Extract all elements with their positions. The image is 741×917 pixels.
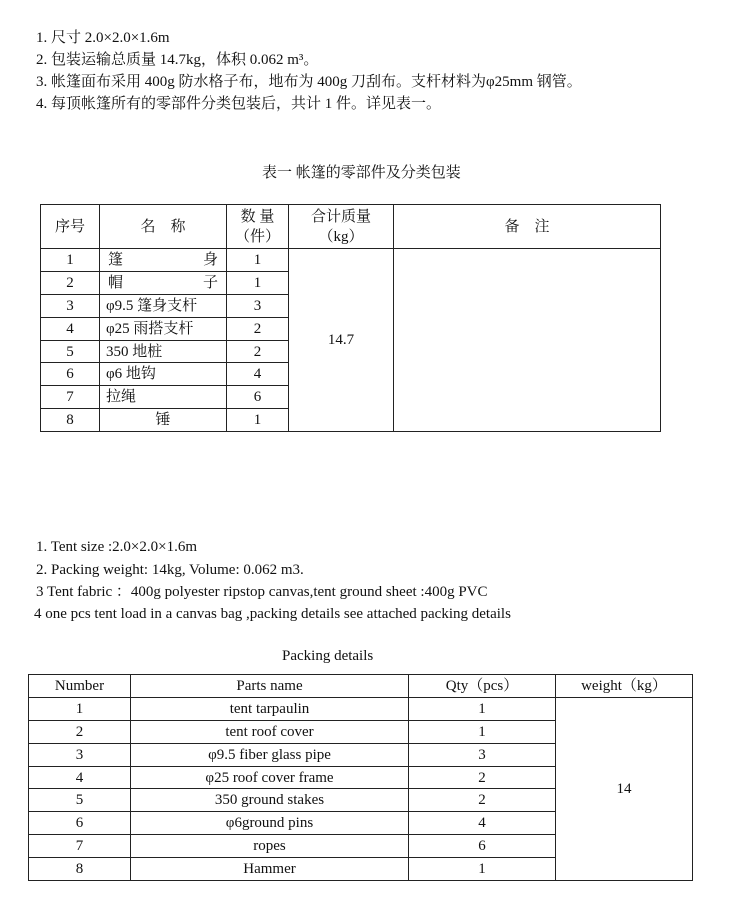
cell-qty: 6 (227, 386, 289, 409)
cell-no: 6 (29, 812, 131, 835)
cell-no: 4 (41, 317, 100, 340)
cell-name: Hammer (131, 858, 409, 881)
cell-qty: 1 (227, 409, 289, 432)
en-note-1: 1. Tent size :2.0×2.0×1.6m (36, 539, 197, 555)
cell-name: φ25 roof cover frame (131, 766, 409, 789)
en-packing-table (28, 674, 693, 881)
header-weight: weight（kg） (556, 675, 693, 698)
cell-qty: 4 (409, 812, 556, 835)
en-note-3: 3 Tent fabric ：400g polyester ripstop canvas,tent ground sheet :400g PVC (36, 584, 488, 600)
cn-table-title: 表一 帐篷的零部件及分类包装 (262, 165, 461, 181)
header-weight: 合计质量 （kg） (289, 205, 394, 249)
en-note-4: 4 one pcs tent load in a canvas bag ,packing details see attached packing details (34, 606, 511, 622)
cell-name: φ9.5 fiber glass pipe (131, 743, 409, 766)
cell-qty: 1 (227, 249, 289, 272)
en-table-title: Packing details (282, 648, 374, 664)
cell-name: tent roof cover (131, 720, 409, 743)
cell-no: 8 (41, 409, 100, 432)
cell-no: 2 (29, 720, 131, 743)
cell-remark (394, 249, 661, 432)
cell-name: 帽子 (100, 271, 227, 294)
cell-qty: 3 (227, 294, 289, 317)
en-note-2: 2. Packing weight: 14kg, Volume: 0.062 m3. (36, 562, 304, 578)
cell-name: 350 地桩 (100, 340, 227, 363)
cell-total-weight: 14 (556, 697, 693, 880)
cell-name: 拉绳 (100, 386, 227, 409)
cell-no: 5 (41, 340, 100, 363)
cell-no: 8 (29, 858, 131, 881)
table-row (29, 697, 693, 720)
cell-no: 2 (41, 271, 100, 294)
cell-name: 锤 (100, 409, 227, 432)
cell-no: 3 (29, 743, 131, 766)
cell-no: 1 (41, 249, 100, 272)
cell-qty: 4 (227, 363, 289, 386)
cell-qty: 1 (409, 697, 556, 720)
header-qty: Qty（pcs） (409, 675, 556, 698)
cell-total-weight: 14.7 (289, 249, 394, 432)
cn-note-4: 4. 每顶帐篷所有的零部件分类包装后，共计 1 件。详见表一。 (36, 96, 442, 112)
header-qty: 数 量 （件） (227, 205, 289, 249)
cell-qty: 2 (227, 340, 289, 363)
header-number: Number (29, 675, 131, 698)
cell-name: 篷身 (100, 249, 227, 272)
cell-qty: 1 (227, 271, 289, 294)
cell-name: tent tarpaulin (131, 697, 409, 720)
cn-parts-table (40, 204, 661, 432)
cell-qty: 6 (409, 835, 556, 858)
cn-note-1: 1. 尺寸 2.0×2.0×1.6m (36, 30, 170, 46)
cn-note-3: 3. 帐篷面布采用 400g 防水格子布，地布为 400g 刀刮布。支杆材料为φ25mm 钢管。 (36, 74, 582, 90)
cell-qty: 1 (409, 858, 556, 881)
header-no: 序号 (41, 205, 100, 249)
cell-qty: 2 (409, 789, 556, 812)
cell-no: 7 (41, 386, 100, 409)
cell-name: φ25 雨搭支杆 (100, 317, 227, 340)
cell-qty: 3 (409, 743, 556, 766)
cell-qty: 2 (227, 317, 289, 340)
cell-name: φ6 地钩 (100, 363, 227, 386)
cell-name: φ9.5 篷身支杆 (100, 294, 227, 317)
table-row (41, 249, 661, 272)
cell-name: ropes (131, 835, 409, 858)
cell-no: 1 (29, 697, 131, 720)
cell-no: 5 (29, 789, 131, 812)
header-remark: 备 注 (394, 205, 661, 249)
cell-no: 7 (29, 835, 131, 858)
cell-no: 6 (41, 363, 100, 386)
cell-name: φ6ground pins (131, 812, 409, 835)
cell-qty: 1 (409, 720, 556, 743)
cell-no: 3 (41, 294, 100, 317)
cell-no: 4 (29, 766, 131, 789)
cell-name: 350 ground stakes (131, 789, 409, 812)
cn-note-2: 2. 包装运输总质量 14.7kg，体积 0.062 m³。 (36, 52, 319, 68)
header-parts-name: Parts name (131, 675, 409, 698)
cell-qty: 2 (409, 766, 556, 789)
header-name: 名 称 (100, 205, 227, 249)
